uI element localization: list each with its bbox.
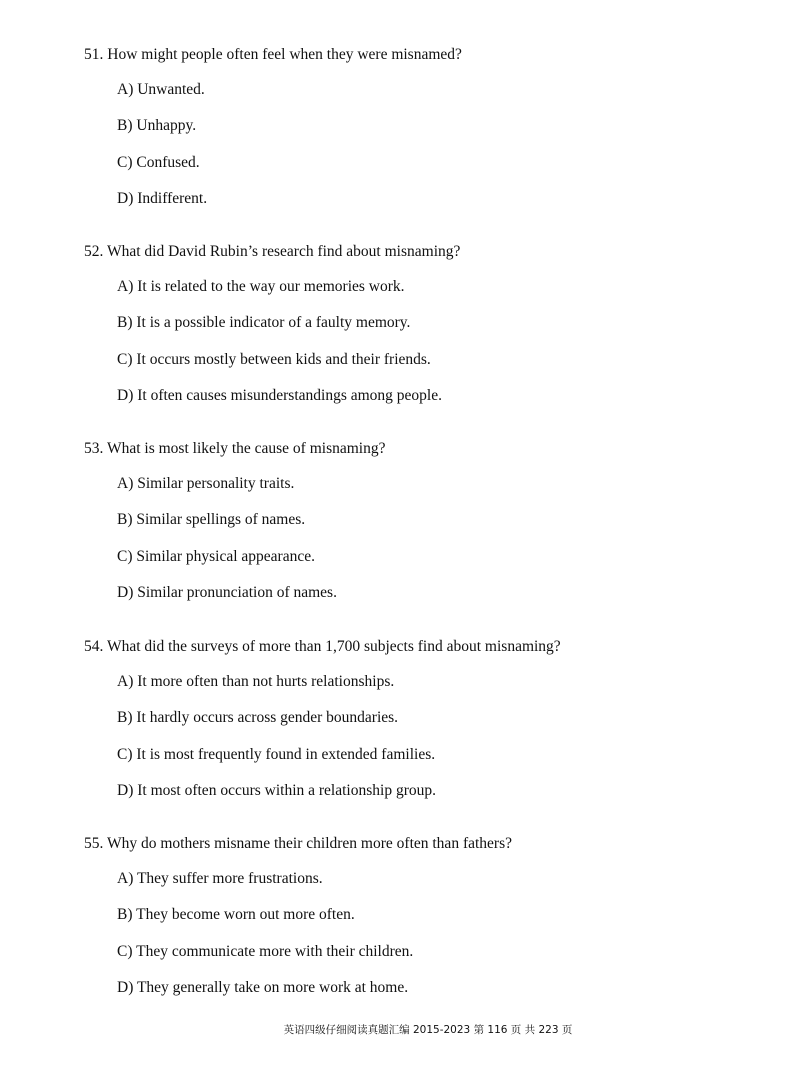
option-d: D) Indifferent. (117, 190, 208, 207)
option-d: D) They generally take on more work at home. (117, 979, 409, 996)
answer-options (84, 80, 764, 210)
option-a: A) It is related to the way our memories work. (117, 277, 405, 295)
question-53 (84, 439, 764, 603)
option-b: B) It hardly occurs across gender boundaries. (117, 709, 399, 726)
question-55 (84, 834, 764, 998)
option-b: B) Similar spellings of names. (117, 511, 306, 528)
question-stem: 52. What did David Rubin’s research find about misnaming? (84, 243, 461, 260)
question-stem: 51. How might people often feel when they were misnamed? (84, 46, 462, 63)
question-stem: 54. What did the surveys of more than 1,700 subjects find about misnaming? (84, 638, 561, 655)
question-54 (84, 637, 764, 801)
option-b: B) They become worn out more often. (117, 906, 355, 923)
option-a: A) It more often than not hurts relationships. (117, 672, 395, 690)
question-stem: 55. Why do mothers misname their children more often than fathers? (84, 835, 512, 852)
question-stem: 53. What is most likely the cause of misnaming? (84, 440, 386, 457)
option-a: A) Similar personality traits. (117, 474, 295, 492)
option-b: B) It is a possible indicator of a faulty memory. (117, 314, 411, 331)
option-c: C) Similar physical appearance. (117, 547, 315, 565)
page-footer: 英语四级仔细阅读真题汇编 2015-2023 第 116 页 共 223 页 (283, 1024, 573, 1036)
answer-options (84, 277, 764, 407)
answer-options (84, 474, 764, 604)
option-d: D) Similar pronunciation of names. (117, 584, 337, 601)
option-a: A) Unwanted. (117, 80, 205, 98)
option-d: D) It most often occurs within a relationship group. (117, 782, 436, 799)
option-c: C) Confused. (117, 153, 200, 171)
option-d: D) It often causes misunderstandings among people. (117, 387, 442, 404)
option-c: C) It is most frequently found in extended families. (117, 745, 436, 763)
option-a: A) They suffer more frustrations. (117, 869, 323, 887)
option-c: C) It occurs mostly between kids and their friends. (117, 350, 431, 368)
question-52 (84, 242, 764, 406)
answer-options (84, 869, 764, 999)
question-51 (84, 45, 764, 209)
option-b: B) Unhappy. (117, 117, 197, 134)
answer-options (84, 672, 764, 802)
option-c: C) They communicate more with their children. (117, 942, 414, 960)
